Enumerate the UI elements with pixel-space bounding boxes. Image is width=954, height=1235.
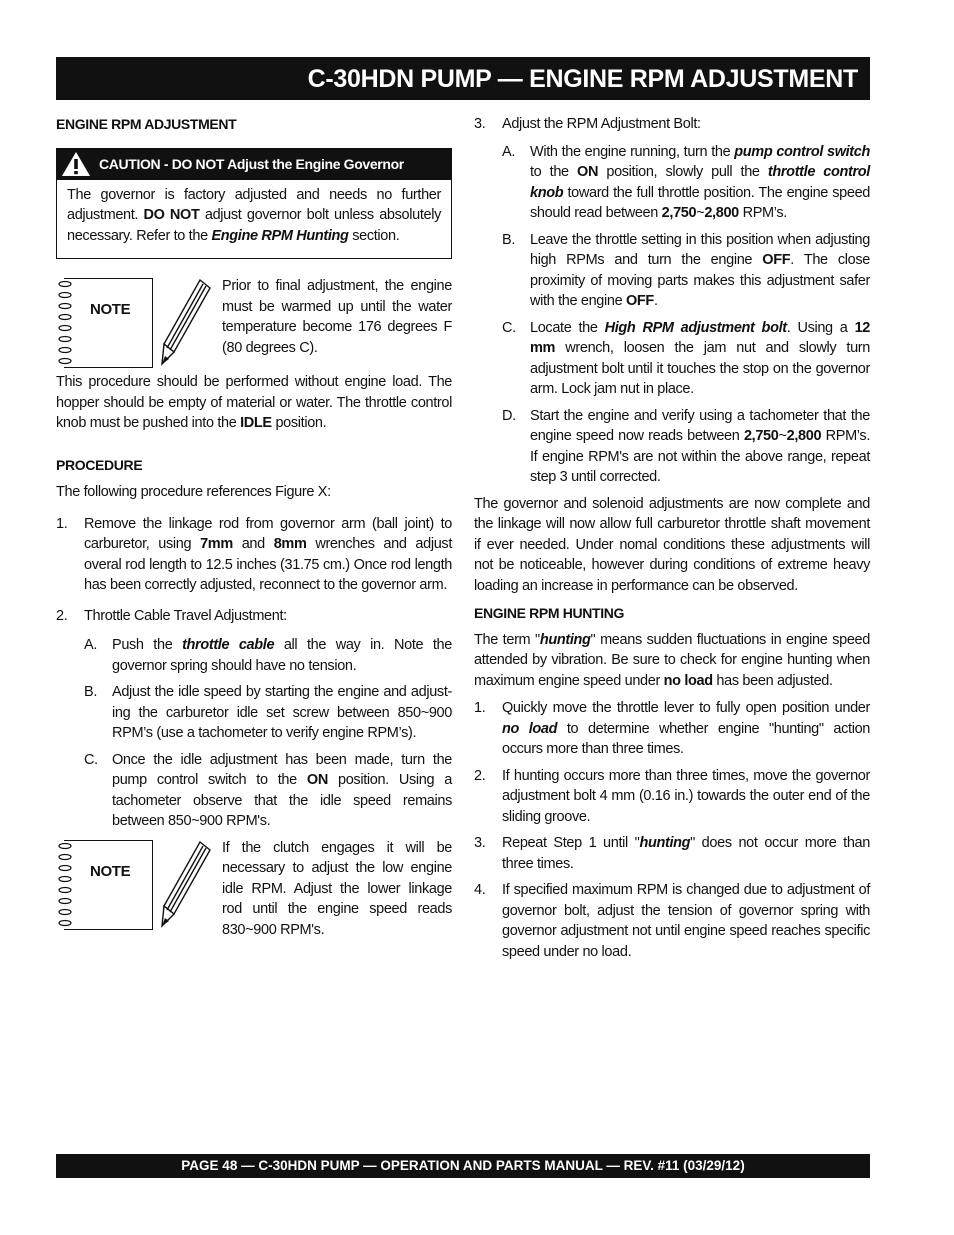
section-heading-rpm-hunting: ENGINE RPM HUNTING: [474, 605, 625, 621]
note-label: NOTE: [90, 862, 131, 880]
right-column: [474, 114, 870, 962]
note-block-clutch: [56, 838, 452, 941]
caution-box: [56, 148, 452, 260]
page-title: C-30HDN PUMP — ENGINE RPM ADJUSTMENT: [56, 57, 870, 100]
list-subitem: A. With the engine running, turn the pump control switch to the ON position, slowly pull the throttle control knob toward the full throttle position. The engine speed should read between 2,750~2,800 RPM’s.: [502, 143, 870, 221]
caution-title: CAUTION - DO NOT Adjust the Engine Governor: [99, 155, 404, 172]
list-item: 1. Quickly move the throttle lever to fully open position under no load to determine whether engine "hunting" action occurs more than three times.: [474, 700, 870, 757]
list-item: 2. Throttle Cable Travel Adjustment:: [56, 607, 287, 624]
list-item: 2. If hunting occurs more than three times, move the governor adjustment bolt 4 mm (0.16 in.) towards the outer end of the sliding groove.: [474, 767, 870, 825]
list-subitem: D. Start the engine and verify using a tachometer that the engine speed now reads between 2,750~2,800 RPM’s. If engine RPM's are not within the above range, repeat step 3 until corrected.: [502, 407, 870, 485]
list-subitem: B. Adjust the idle speed by starting the engine and adjust-ing the carburetor idle set screw between 850~900 RPM’s (use a tachometer to verify engine RPM’s).: [84, 684, 452, 741]
list-subitem: B. Leave the throttle setting in this position when adjusting high RPMs and turn the engine OFF. The close proximity of moving parts makes this adjustment safer with the engine OFF.: [502, 231, 871, 309]
list-item: 4. If specified maximum RPM is changed due to adjustment of governor bolt, adjust the tension of governor spring with governor adjustment not until engine speed reaches specific speed under no load.: [474, 882, 870, 960]
paragraph-no-load: This procedure should be performed without engine load. The hopper should be empty of material or water. The throttle control knob must be pushed into the IDLE position.: [56, 374, 452, 431]
page-footer: PAGE 48 — C-30HDN PUMP — OPERATION AND PARTS MANUAL — REV. #11 (03/29/12): [56, 1154, 870, 1178]
paragraph-governor-complete: The governor and solenoid adjustments are now complete and the linkage will now allow full carburetor throttle shaft movement if ever needed. Under nomal conditions these adjustments will not be noticeable, however during conditions of extreme heavy loading an increase in performance can be observed.: [474, 495, 870, 594]
note-label: NOTE: [90, 301, 131, 318]
pencil-icon: [154, 276, 222, 369]
paragraph-hunting-definition: The term "hunting" means sudden fluctuations in engine speed attended by vibration. Be sure to check for engine hunting when maximum engine speed under no load has been adjusted.: [474, 631, 870, 689]
caution-header: [57, 149, 451, 180]
list-item: 3. Repeat Step 1 until "hunting" does not occur more than three times.: [474, 835, 870, 872]
spiral-binding-icon: [56, 280, 74, 366]
procedure-intro: The following procedure references Figure X:: [56, 484, 331, 500]
note-pad: [56, 276, 154, 369]
list-item: 3. Adjust the RPM Adjustment Bolt:: [474, 116, 701, 132]
warning-icon: [61, 151, 91, 177]
list-item: 1. Remove the linkage rod from governor arm (ball joint) to carburetor, using 7mm and 8mm wrenches and adjust overal rod length to 12.5 inches (31.75 cm.) Once rod length has been correctly adjusted, reconnect to the governor arm.: [56, 515, 452, 593]
note-text: If the clutch engages it will be necessary to adjust the low engine idle RPM. Adjust the lower linkage rod until the engine speed reads 830~900 RPM's.: [222, 839, 452, 938]
note-text: Prior to final adjustment, the engine must be warmed up until the water temperature become 176 degrees F (80 degrees C).: [222, 278, 452, 356]
section-heading-rpm-adjustment: ENGINE RPM ADJUSTMENT: [56, 116, 237, 132]
left-column: [56, 114, 452, 940]
spiral-binding-icon: [56, 842, 74, 928]
list-subitem: A. Push the throttle cable all the way in. Note the governor spring should have no tension.: [84, 637, 452, 674]
note-pad: [56, 838, 154, 931]
list-subitem: C. Once the idle adjustment has been made, turn the pump control switch to the ON position. Using a tachometer observe that the idle speed remains between 850~900 RPM's.: [84, 751, 452, 829]
pencil-icon: [154, 838, 222, 931]
caution-text: The governor is factory adjusted and needs no further adjustment. DO NOT adjust governor bolt unless absolutely necessary. Refer to the Engine RPM Hunting section.: [67, 186, 442, 244]
section-heading-procedure: PROCEDURE: [56, 456, 143, 473]
list-subitem: C. Locate the High RPM adjustment bolt. Using a 12 mm wrench, loosen the jam nut and slowly turn adjustment bolt until it touches the stop on the governor arm. Lock jam nut in place.: [502, 319, 870, 397]
note-block-warmup: [56, 276, 452, 369]
